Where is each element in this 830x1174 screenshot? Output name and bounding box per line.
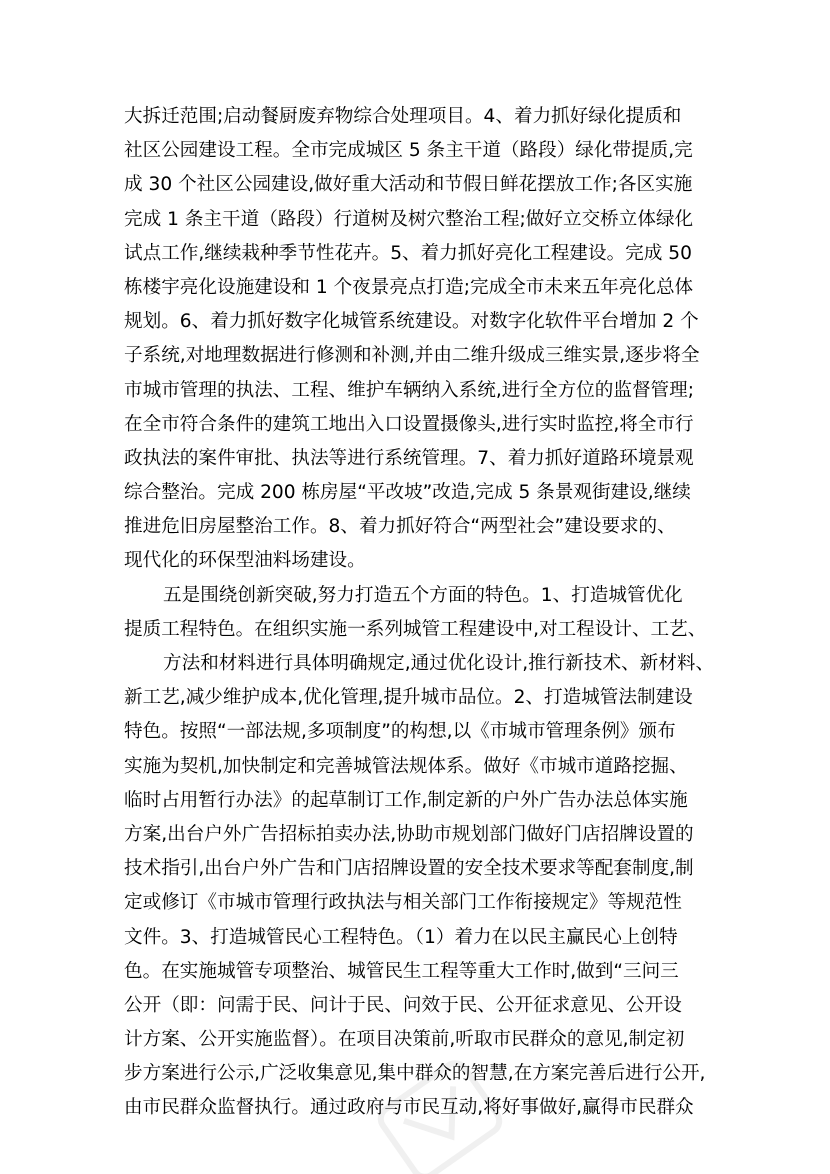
- text-line: 步方案进行公示,广泛收集意见,集中群众的智慧,在方案完善后进行公开,: [124, 1063, 706, 1085]
- text-line: 新工艺,减少维护成本,优化管理,提升城市品位。2、打造城管法制建设: [124, 687, 693, 709]
- text-line: 计方案、公开实施监督）。在项目决策前,听取市民群众的意见,制定初: [124, 1029, 685, 1051]
- text-line: 栋楼宇亮化设施建设和 1 个夜景亮点打造;完成全市未来五年亮化总体: [124, 276, 694, 298]
- text-line: 试点工作,继续栽种季节性花卉。5、着力抓好亮化工程建设。完成 50: [124, 242, 692, 264]
- text-line: 方法和材料进行具体明确规定,通过优化设计,推行新技术、新材料、: [163, 653, 715, 674]
- text-line: 推进危旧房屋整治工作。8、着力抓好符合“两型社会”建设要求的、: [124, 516, 676, 538]
- text-line: 完成 1 条主干道（路段）行道树及树穴整治工程;做好立交桥立体绿化: [124, 208, 694, 230]
- text-line: 特色。按照“一部法规,多项制度”的构想,以《市城市管理条例》颁布: [124, 721, 676, 743]
- document-body: [124, 100, 724, 1126]
- text-line: 公开（即：问需于民、问计于民、问效于民、公开征求意见、公开设: [124, 994, 682, 1016]
- text-line: 由市民群众监督执行。通过政府与市民互动,将好事做好,赢得市民群众: [124, 1097, 694, 1119]
- text-line: 综合整治。完成 200 栋房屋“平改坡”改造,完成 5 条景观街建设,继续: [124, 482, 691, 504]
- text-line: 色。在实施城管专项整治、城管民生工程等重大工作时,做到“三问三: [124, 960, 679, 982]
- text-line: 政执法的案件审批、执法等进行系统管理。7、着力抓好道路环境景观: [124, 447, 694, 469]
- text-line: 文件。3、打造城管民心工程特色。（1）着力在以民主赢民心上创特: [124, 926, 678, 948]
- text-line: 子系统,对地理数据进行修测和补测,并由二维升级成三维实景,逐步将全: [124, 345, 700, 367]
- paragraph-start-line: 五是围绕创新突破,努力打造五个方面的特色。1、打造城管优化: [163, 584, 683, 606]
- text-line: 在全市符合条件的建筑工地出入口设置摄像头,进行实时监控,将全市行: [124, 413, 694, 435]
- text-line: 临时占用暂行办法》的起草制订工作,制定新的户外广告办法总体实施: [124, 789, 688, 811]
- text-line: 规划。6、着力抓好数字化城管系统建设。对数字化软件平台增加 2 个: [124, 311, 699, 333]
- text-line: 市城市管理的执法、工程、维护车辆纳入系统,进行全方位的监督管理;: [124, 379, 694, 401]
- text-line: 大拆迁范围;启动餐厨废弃物综合处理项目。4、着力抓好绿化提质和: [124, 106, 682, 127]
- text-line: 提质工程特色。在组织实施一系列城管工程建设中,对工程设计、工艺、: [124, 618, 707, 640]
- text-line: 实施为契机,加快制定和完善城管法规体系。做好《市城市道路挖掘、: [124, 755, 688, 777]
- text-line: 方案,出台户外广告招标拍卖办法,协助市规划部门做好门店招牌设置的: [124, 823, 694, 845]
- text-line: 现代化的环保型油料场建设。: [124, 550, 366, 572]
- text-line: 社区公园建设工程。全市完成城区 5 条主干道（路段）绿化带提质,完: [124, 140, 693, 162]
- text-line: 技术指引,出台户外广告和门店招牌设置的安全技术要求等配套制度,制: [124, 858, 694, 880]
- text-line: 定或修订《市城市管理行政执法与相关部门工作衔接规定》等规范性: [124, 892, 682, 914]
- text-line: 成 30 个社区公园建设,做好重大活动和节假日鲜花摆放工作;各区实施: [124, 174, 693, 196]
